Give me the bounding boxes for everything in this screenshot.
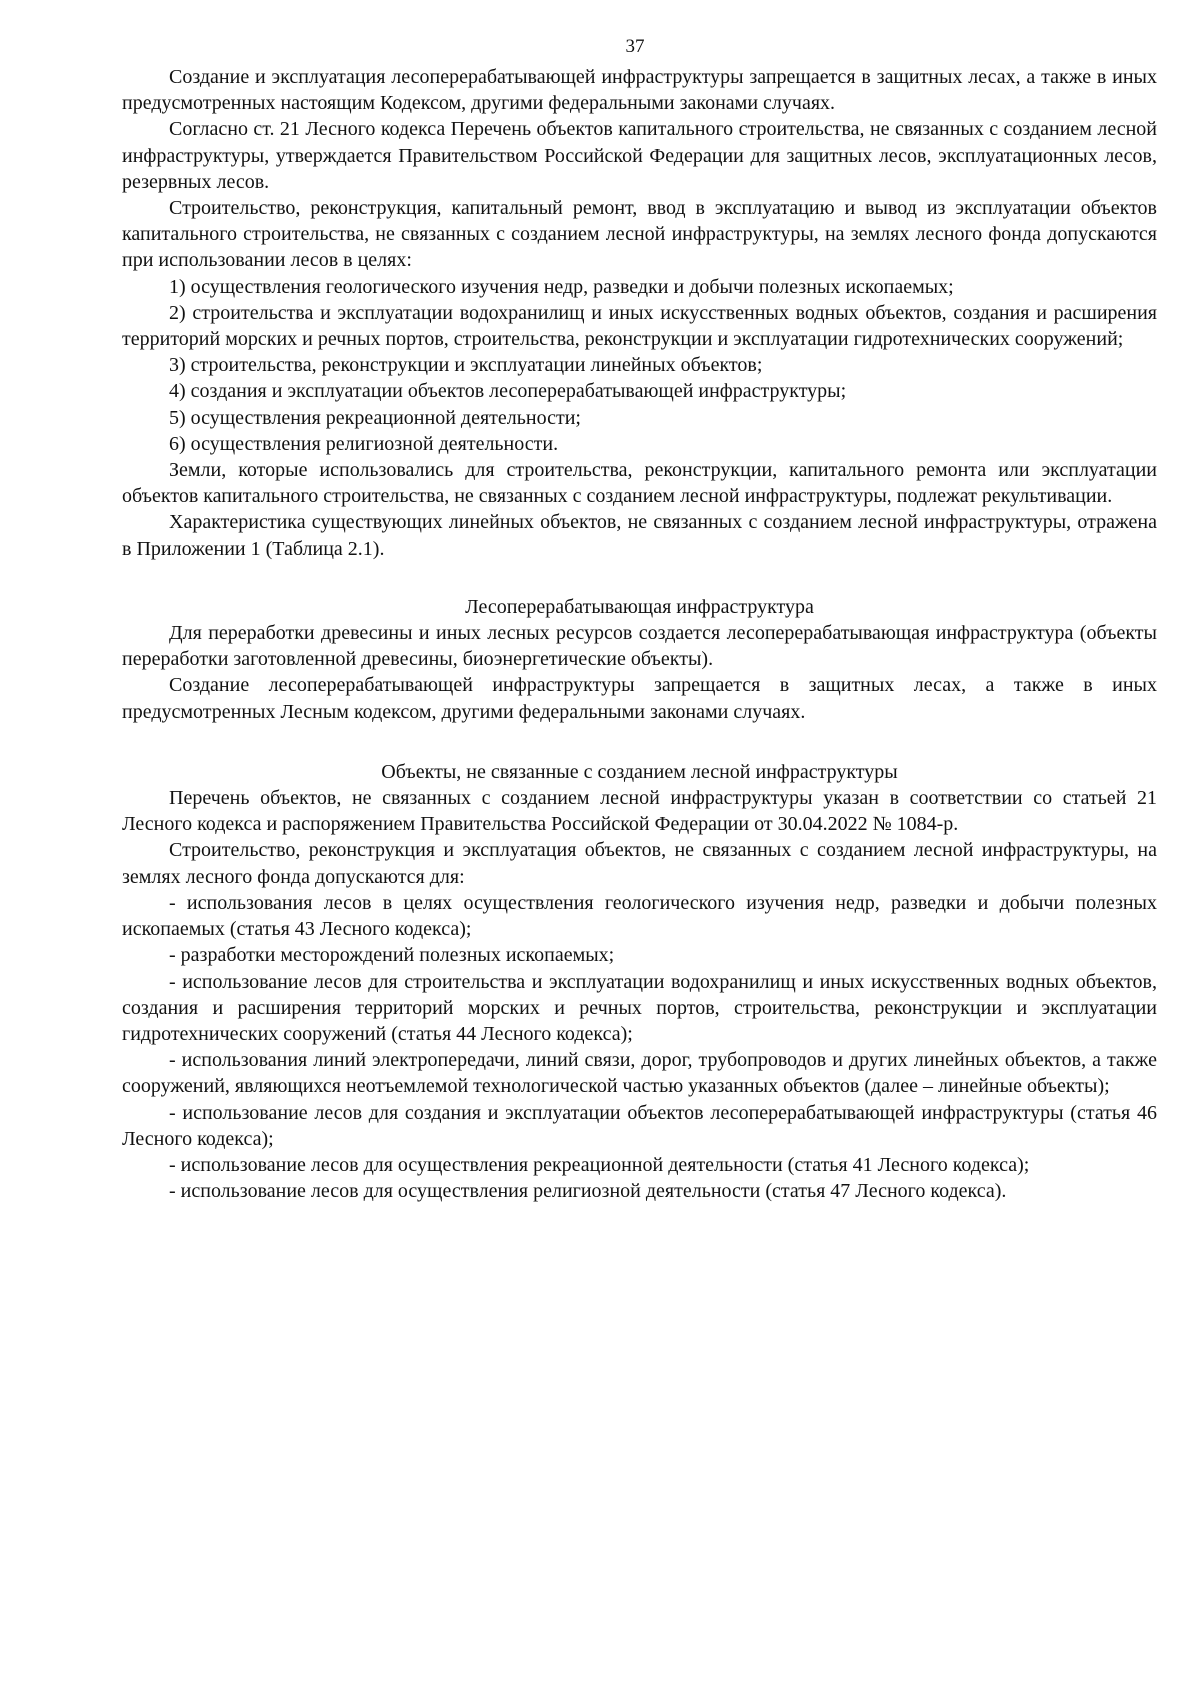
- paragraph: Создание и эксплуатация лесоперерабатывающей инфраструктуры запрещается в защитных лесах, а также в иных предусмотренных настоящим Кодексом, другими федеральными законами случаях.: [122, 66, 1157, 115]
- list-item: - разработки месторождений полезных ископаемых;: [169, 944, 615, 967]
- paragraph: Согласно ст. 21 Лесного кодекса Перечень объектов капитального строительства, не связанных с созданием лесной инфраструктуры, утверждается Правительством Российской Федерации для защитных лесов, эксплуатационных лесов, резервных лесов.: [122, 118, 1157, 193]
- list-item: - использования линий электропередачи, линий связи, дорог, трубопроводов и других линейных объектов, а также сооружений, являющихся неотъемлемой технологической частью указанных объектов (далее – линейные объекты);: [122, 1049, 1157, 1098]
- list-item: 3) строительства, реконструкции и эксплуатации линейных объектов;: [169, 354, 763, 377]
- page-content: [122, 64, 1157, 1204]
- list-item: - использования лесов в целях осуществления геологического изучения недр, разведки и добычи полезных ископаемых (статья 43 Лесного кодекса);: [122, 891, 1157, 941]
- list-item: - использование лесов для строительства и эксплуатации водохранилищ и иных искусственных водных объектов, создания и расширения территорий морских и речных портов, строительства, реконструкции и эксплуатации гидротехнических сооружений (статья 44 Лесного кодекса);: [122, 970, 1157, 1045]
- paragraph: Перечень объектов, не связанных с созданием лесной инфраструктуры указан в соответствии со статьей 21 Лесного кодекса и распоряжением Правительства Российской Федерации от 30.04.2022 № 1084-р.: [122, 787, 1157, 836]
- paragraph: Создание лесоперерабатывающей инфраструктуры запрещается в защитных лесах, а также в иных предусмотренных Лесным кодексом, другими федеральными законами случаях.: [122, 674, 1157, 723]
- list-item: - использование лесов для осуществления религиозной деятельности (статья 47 Лесного кодекса).: [169, 1180, 1007, 1203]
- list-item: 1) осуществления геологического изучения недр, разведки и добычи полезных ископаемых;: [169, 275, 954, 298]
- section-heading-other-objects: Объекты, не связанные с созданием лесной инфраструктуры: [381, 760, 898, 783]
- list-item: 2) строительства и эксплуатации водохранилищ и иных искусственных водных объектов, создания и расширения территорий морских и речных портов, строительства, реконструкции и эксплуатации гидротехнических сооружений;: [122, 301, 1157, 351]
- page-number: 37: [625, 36, 645, 57]
- paragraph: Строительство, реконструкция, капитальный ремонт, ввод в эксплуатацию и вывод из эксплуатации объектов капитального строительства, не связанных с созданием лесной инфраструктуры, на землях лесного фонда допускаются при использовании лесов в целях:: [122, 197, 1157, 272]
- list-item: - использование лесов для осуществления рекреационной деятельности (статья 41 Лесного кодекса);: [169, 1153, 1030, 1176]
- list-item: - использование лесов для создания и эксплуатации объектов лесоперерабатывающей инфраструктуры (статья 46 Лесного кодекса);: [122, 1101, 1157, 1150]
- list-item: 4) создания и эксплуатации объектов лесоперерабатывающей инфраструктуры;: [169, 380, 847, 403]
- list-item: 6) осуществления религиозной деятельности.: [169, 432, 559, 455]
- paragraph: Строительство, реконструкция и эксплуатация объектов, не связанных с созданием лесной инфраструктуры, на землях лесного фонда допускаются для:: [122, 839, 1157, 888]
- list-item: 5) осуществления рекреационной деятельности;: [169, 406, 581, 429]
- paragraph: Характеристика существующих линейных объектов, не связанных с созданием лесной инфраструктуры, отражена в Приложении 1 (Таблица 2.1).: [122, 511, 1157, 560]
- paragraph: Земли, которые использовались для строительства, реконструкции, капитального ремонта или эксплуатации объектов капитального строительства, не связанных с созданием лесной инфраструктуры, подлежат рекультивации.: [122, 459, 1157, 508]
- paragraph: Для переработки древесины и иных лесных ресурсов создается лесоперерабатывающая инфраструктура (объекты переработки заготовленной древесины, биоэнергетические объекты).: [122, 622, 1157, 671]
- section-heading-processing: Лесоперерабатывающая инфраструктура: [465, 595, 814, 618]
